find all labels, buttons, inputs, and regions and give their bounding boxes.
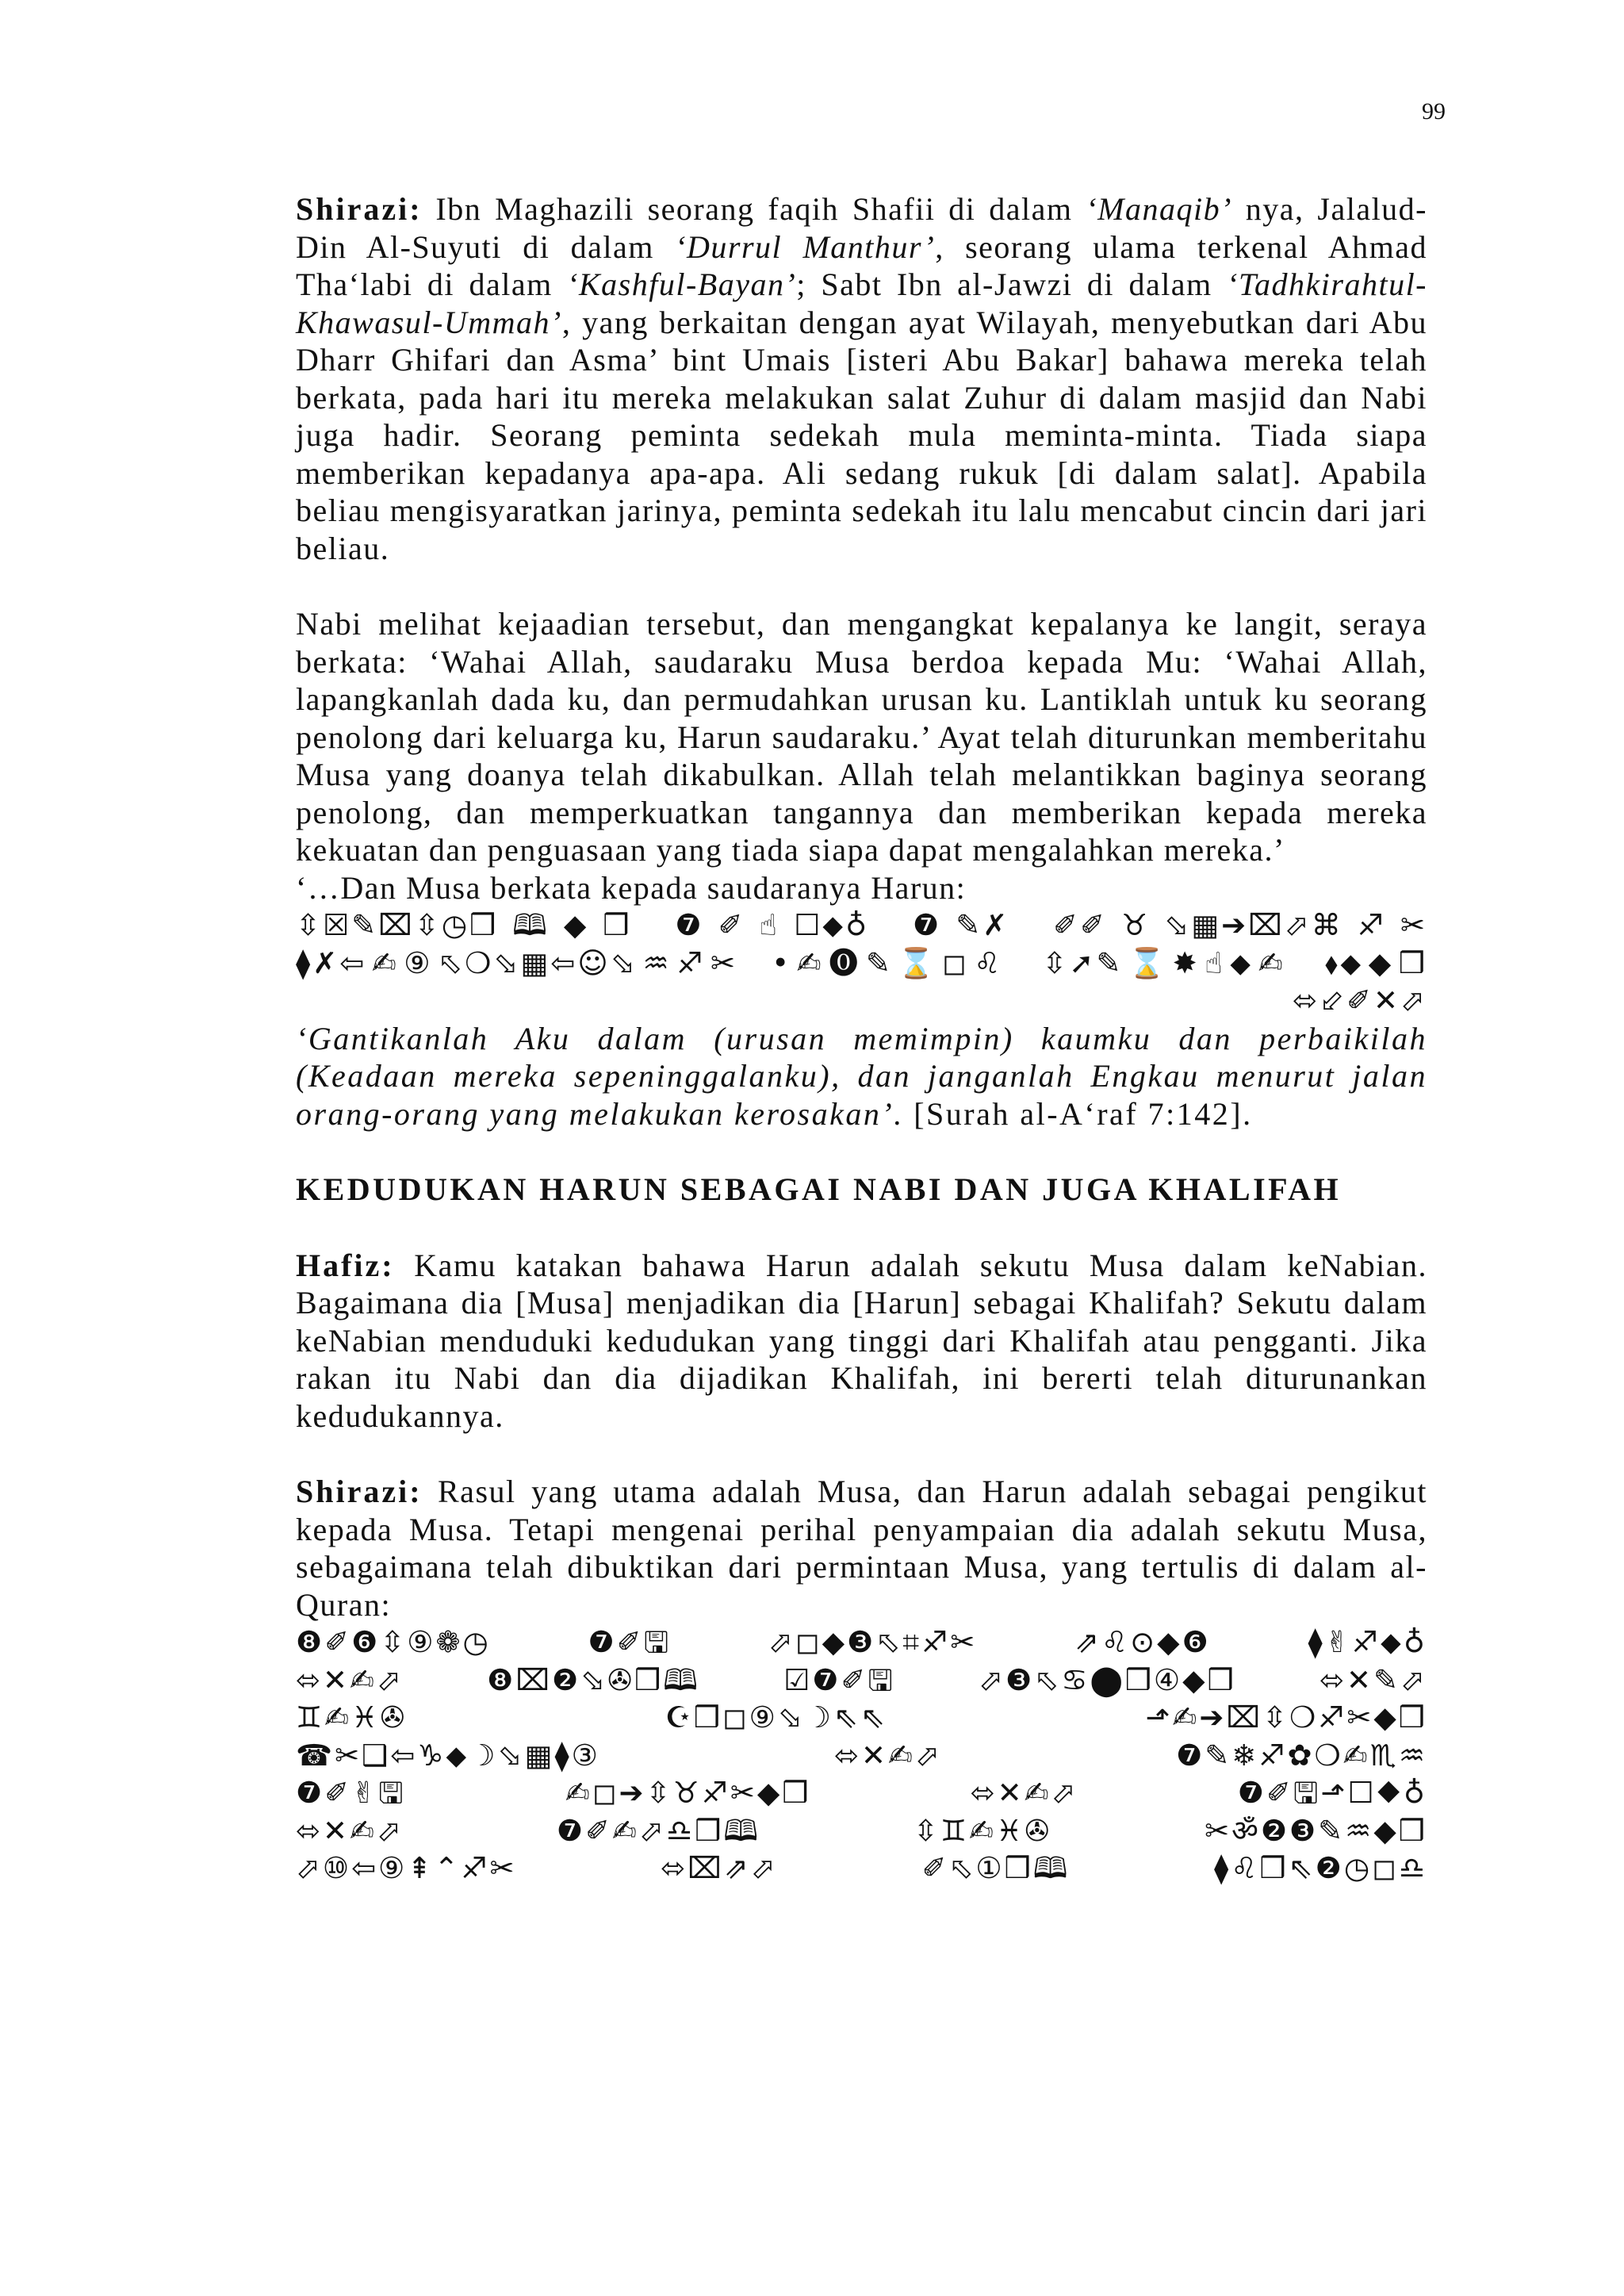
- arabic-word: ☪❒◻⑨⬂☽⇖⇖: [665, 1700, 888, 1734]
- paragraph-hafiz: [296, 1247, 1427, 1435]
- page-number: 99: [1422, 98, 1446, 125]
- arabic-word: ⬀◻◆❸⬁⌗♐✂: [768, 1625, 978, 1659]
- speaker-label: Shirazi:: [296, 1474, 423, 1509]
- arabic-word: ⬄✕✎⬀: [1319, 1662, 1427, 1697]
- paragraph-text: nya, Jalalud-Din Al-Suyuti di dalam: [296, 191, 1428, 265]
- arabic-verse-1: [296, 907, 1427, 1020]
- paragraph-shirazi-2: [296, 1473, 1427, 1623]
- paragraph-text: , seorang ulama terkenal Ahmad Tha‘labi di dalam: [296, 228, 1427, 302]
- arabic-line: ⬄⬃✐✕⬀: [1292, 983, 1427, 1018]
- paragraph-text: Nabi melihat kejaadian tersebut, dan mengangkat kepalanya ke langit, seraya berkata: ‘Wahai Allah, saudaraku Musa berdoa kepada Mu: ‘Wahai Allah, lapangkanlah dada ku, dan permudahkan urusan ku. Lantiklah untuk ku seorang penolong dari keluarga ku, Harun saudaraku.’ Ayat telah diturunkan memberitahu Musa yang doanya telah dikabulkan. Allah telah melantikkan baginya seorang penolong, dan memperkuatkan tangannya dan memberikan kepada mereka kekuatan dan penguasaan yang tiada siapa dapat mengalahkan mereka.’: [296, 606, 1427, 868]
- arabic-word: ⇳♊✍♓✇: [913, 1813, 1052, 1848]
- paragraph-text: Kamu katakan bahawa Harun adalah sekutu Musa dalam keNabian. Bagaimana dia [Musa] menjadikan dia [Harun] sebagai Khalifah? Sekutu dalam keNabian menduduki kedudukan yang tinggi dari Khalifah atau pengganti. Jika rakan itu Nabi dan dia dijadikan Khalifah, ini bererti telah diturunankan kedudukannya.: [296, 1247, 1427, 1434]
- verse-reference: [Surah al-A‘raf 7:142].: [903, 1095, 1253, 1132]
- arabic-line: [296, 1774, 1427, 1812]
- arabic-word: ❼✎❄♐✿❍✍♏♒: [1176, 1738, 1427, 1773]
- arabic-word: ☑❼✐🖫: [783, 1662, 895, 1697]
- arabic-word: ❽⌧❷⬂✇❒🕮: [487, 1662, 700, 1697]
- arabic-word: ♊✍♓✇: [296, 1700, 408, 1734]
- arabic-word: ❼✐🖫: [588, 1625, 672, 1659]
- book-title: ‘Kashful-Bayan’: [567, 266, 797, 302]
- arabic-line: ⇳☒✎⌧⇳◷❒🕮◆❒ ❼✐☝☐⬥♁ ❼✎✗ ✐✐♉⬂▦➔⌧⬀⌘♐✂: [296, 908, 1427, 942]
- arabic-line: ⧫✗⇦✍⑨⬁❍⬂▦⇦☺⬂♒♐✂ •✍⓿✎⌛◻♌ ⇳➚✎⌛✸☝⬥✍ ⬧⬥◆❒: [296, 945, 1427, 980]
- book-title: ‘Durrul Manthur’: [675, 228, 936, 265]
- arabic-word: ✐⬁①❒🕮: [921, 1851, 1071, 1885]
- arabic-word: ⬏✍➔⌧⇳❍♐✂◆❒: [1145, 1700, 1427, 1734]
- book-title: ‘Tadhkirahtul-Khawasul-Ummah’: [296, 266, 1427, 340]
- arabic-word: ☎✂❑⇦♑⬥☽⬂▦⧫③: [296, 1738, 600, 1773]
- arabic-word: ❼✐✍⬀♎❒🕮: [556, 1813, 761, 1848]
- paragraph-text: ; Sabt Ibn al-Jawzi di dalam: [796, 266, 1228, 302]
- paragraph-text: Ibn Maghazili seorang faqih Shafii di dalam: [422, 191, 1086, 227]
- arabic-word: ⬀⑩⇦⑨⇞⌃♐✂: [296, 1851, 517, 1885]
- arabic-line: [296, 1623, 1427, 1662]
- arabic-word: ⧫♌❒⇖❷◷◻♎: [1214, 1851, 1427, 1885]
- arabic-word: ⬄✕✍⬀: [834, 1738, 943, 1773]
- speaker-label: Shirazi:: [296, 191, 423, 227]
- arabic-word: ⬀❸⬁♋⬤❒④◆❒: [979, 1662, 1236, 1697]
- paragraph-nabi: [296, 605, 1427, 907]
- book-title: ‘Manaqib’: [1086, 191, 1232, 227]
- arabic-word: ❼✐🖫⬏☐⬥♁: [1237, 1776, 1427, 1810]
- paragraph-shirazi-1: [296, 190, 1427, 567]
- quote-lead: ‘…Dan Musa berkata kepada saudaranya Harun:: [296, 869, 967, 906]
- translation-text: ‘Gantikanlah Aku dalam (urusan memimpin) kaumku dan perbaikilah (Keadaan mereka sepeninggalanku), dan janganlah Engkau menurut jalan orang-orang yang melakukan kerosakan’.: [296, 1020, 1427, 1132]
- arabic-line: [296, 1662, 1427, 1700]
- arabic-word: ⬄✕✍⬀: [970, 1776, 1078, 1810]
- paragraph-text: , yang berkaitan dengan ayat Wilayah, menyebutkan dari Abu Dharr Ghifari dan Asma’ bint Umais [isteri Abu Bakar] bahawa mereka telah berkata, pada hari itu mereka melakukan salat Zuhur di dalam masjid dan Nabi juga hadir. Seorang peminta sedekah mula meminta-minta. Tiada siapa memberikan kepadanya apa-apa. Ali sedang rukuk [di dalam salat]. Apabila beliau mengisyaratkan jarinya, peminta sedekah itu lalu mencabut cincin dari jari beliau.: [296, 304, 1427, 566]
- arabic-word: ⬄✕✍⬀: [296, 1813, 404, 1848]
- arabic-line: [296, 1699, 1427, 1737]
- arabic-word: ❼✐✌🖫: [296, 1776, 406, 1810]
- section-heading: KEDUDUKAN HARUN SEBAGAI NABI DAN JUGA KHALIFAH: [296, 1171, 1342, 1207]
- page-body: [296, 190, 1427, 1888]
- arabic-word: ✍◻➔⇳♉♐✂◆❒: [565, 1776, 811, 1810]
- arabic-line: [296, 1737, 1427, 1775]
- speaker-label: Hafiz:: [296, 1247, 395, 1283]
- arabic-word: ✂ॐ❷❸✎♒◆❒: [1205, 1813, 1427, 1848]
- arabic-line: [296, 1812, 1427, 1850]
- arabic-word: ❽✐❻⇳⑨❁◷: [296, 1625, 491, 1659]
- verse-translation-1: [296, 1020, 1427, 1133]
- arabic-word: ⇗♌⊙◆❻: [1074, 1625, 1211, 1659]
- arabic-verse-2: [296, 1623, 1427, 1888]
- paragraph-text: Rasul yang utama adalah Musa, dan Harun adalah sebagai pengikut kepada Musa. Tetapi mengenai perihal penyampaian dia adalah sekutu Musa, sebagaimana telah dibuktikan dari permintaan Musa, yang tertulis di dalam al-Quran:: [296, 1474, 1427, 1623]
- arabic-word: ⬄⌧⇗⬀: [661, 1851, 778, 1885]
- arabic-line: [296, 1849, 1427, 1888]
- arabic-word: ⬄✕✍⬀: [296, 1662, 404, 1697]
- arabic-word: ⧫✌♐⬥♁: [1308, 1625, 1427, 1659]
